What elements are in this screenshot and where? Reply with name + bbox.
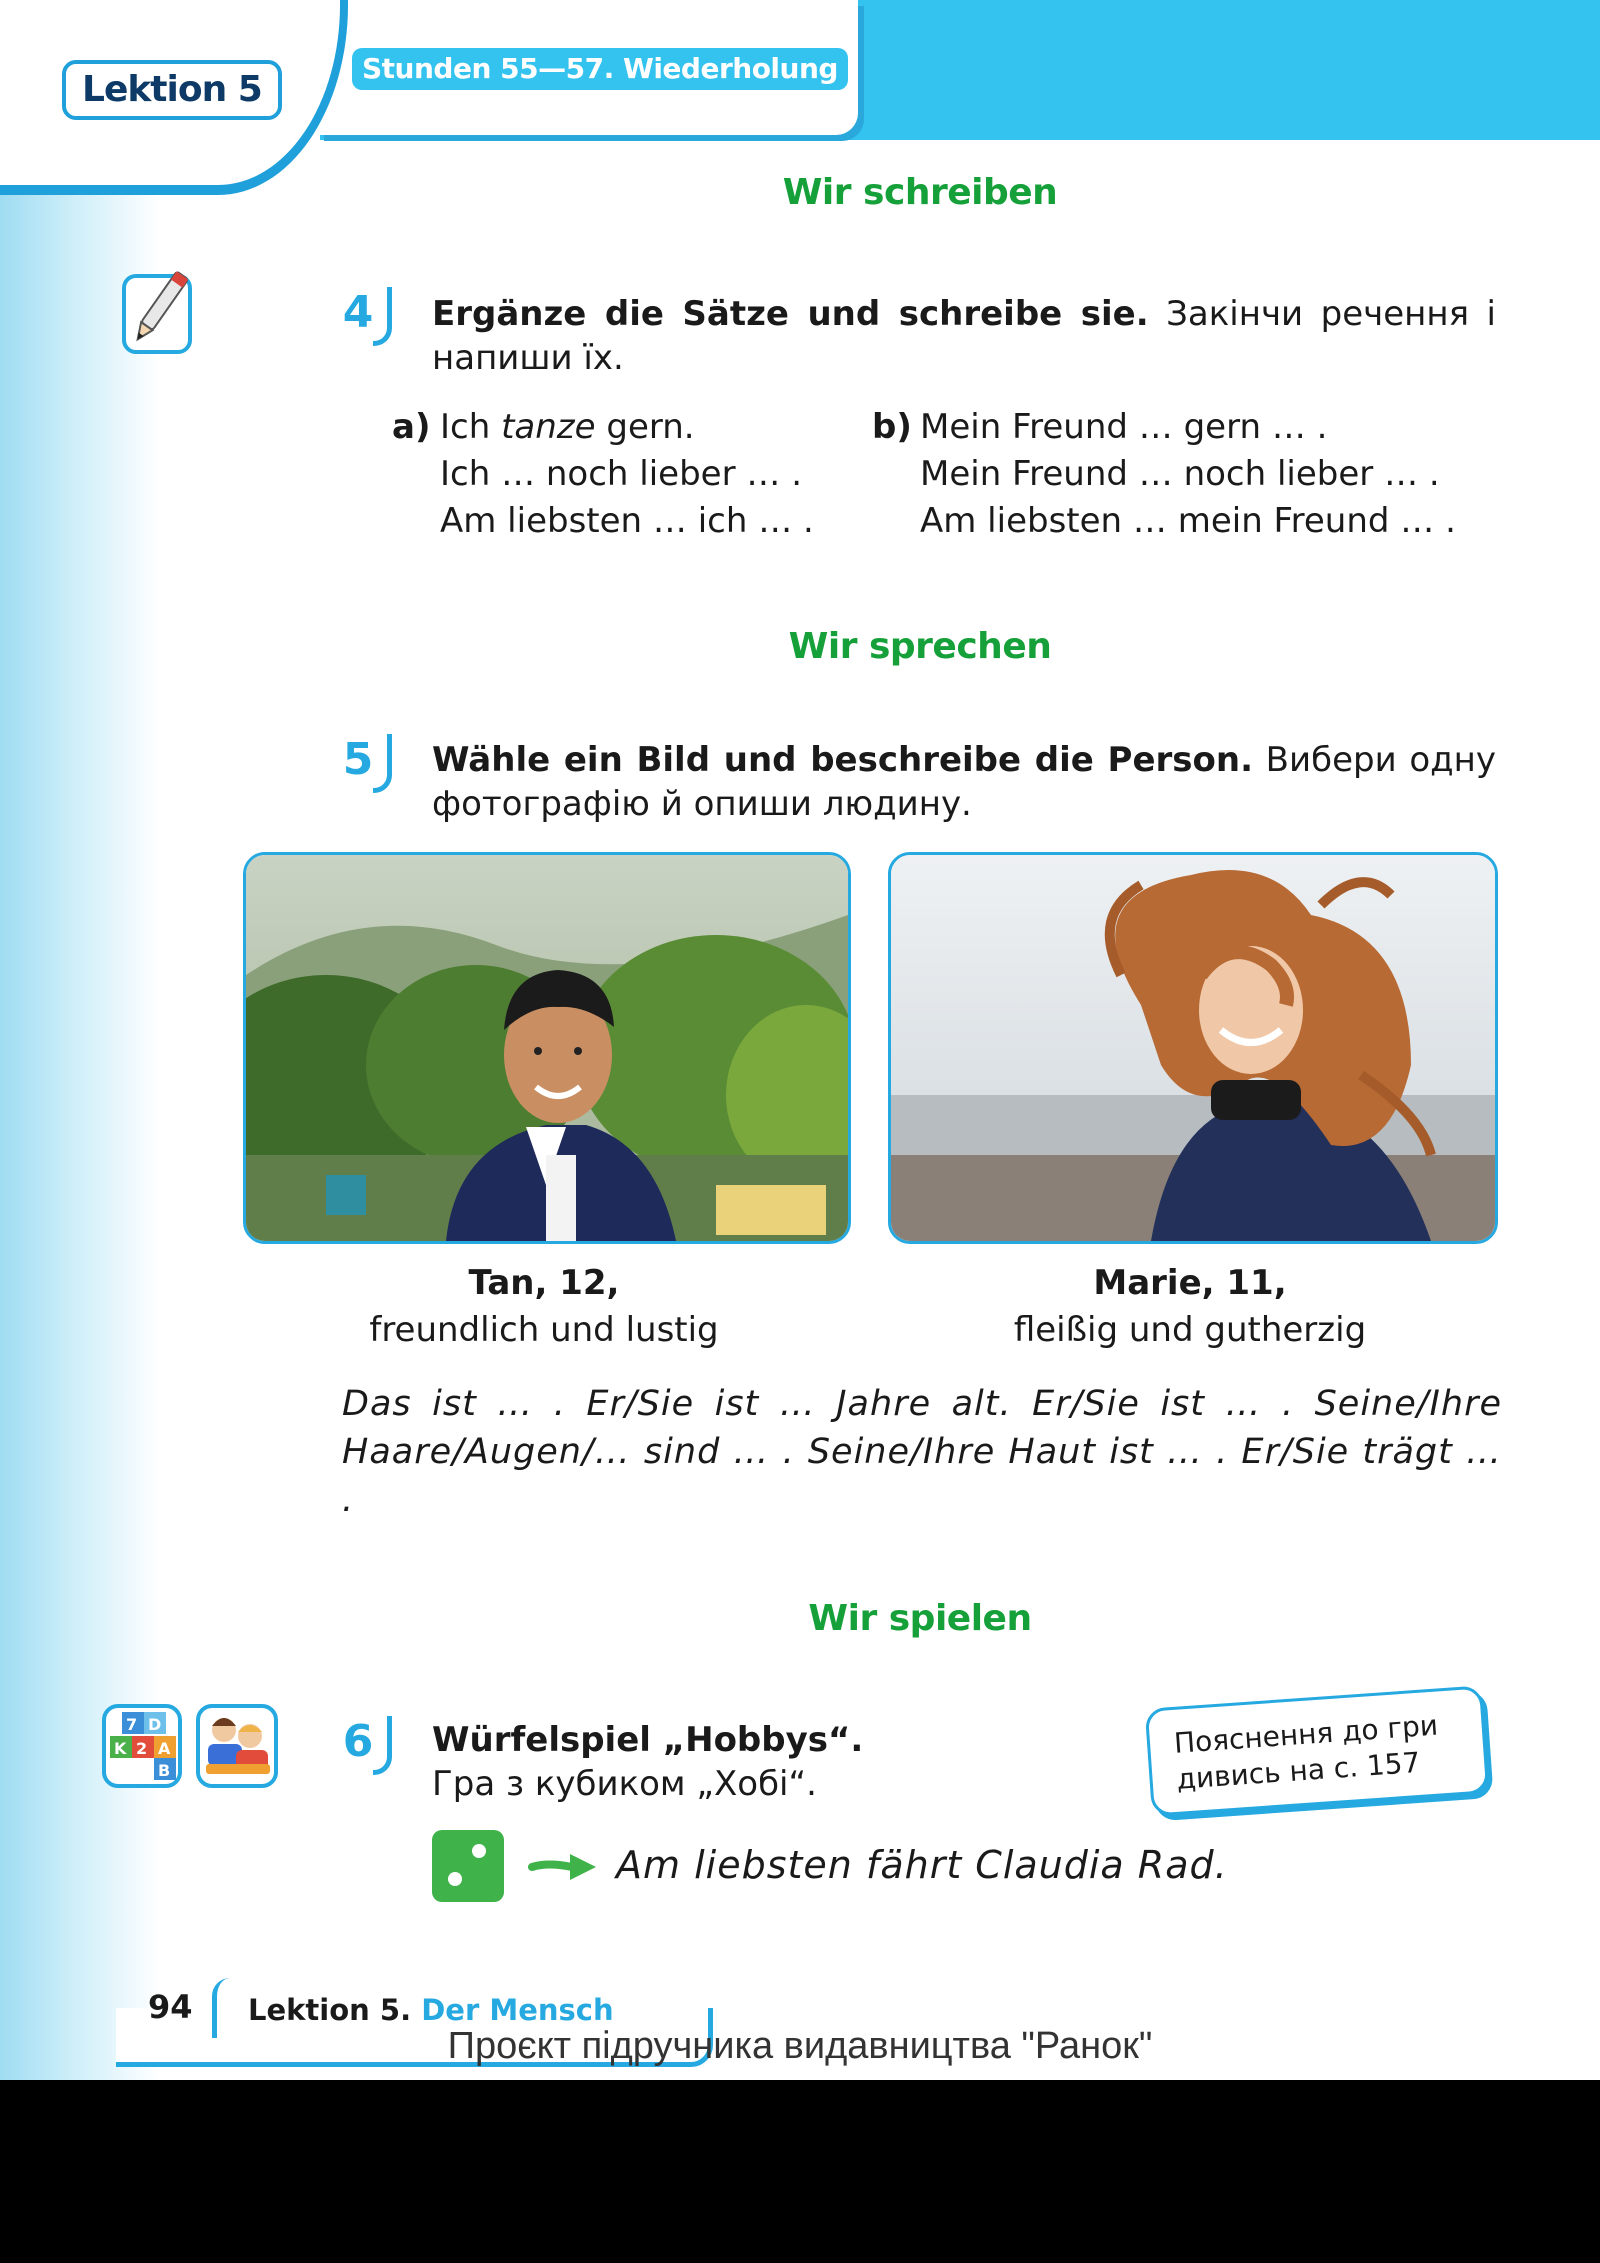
caption-marie xyxy=(888,1260,1492,1354)
die-icon xyxy=(432,1830,504,1902)
exercise-a-line-1: Ich tanze gern. xyxy=(440,407,695,447)
game-example: Am liebsten fährt Claudia Rad. xyxy=(616,1843,1228,1887)
photo-tan xyxy=(243,852,851,1244)
caption-marie-desc: fleißig und gutherzig xyxy=(1013,1310,1367,1350)
svg-text:K: K xyxy=(114,1739,127,1758)
caption-tan xyxy=(243,1260,845,1354)
task-6-instruction xyxy=(432,1718,1132,1806)
svg-text:D: D xyxy=(148,1715,162,1734)
task-4-instruction-ua: Закінчи речення і напиши їх. xyxy=(432,294,1496,378)
svg-text:B: B xyxy=(158,1761,171,1780)
task-5-instruction-ua: Вибери одну фотографію й опиши людину. xyxy=(432,740,1496,824)
rules-note xyxy=(1145,1685,1490,1816)
caption-tan-name: Tan, 12, xyxy=(468,1263,620,1303)
exercise-b-label: b) xyxy=(872,407,912,447)
girl-photo-image xyxy=(891,855,1495,1241)
die-dot xyxy=(448,1872,462,1886)
task-number-5: 5 xyxy=(330,730,386,790)
exercise-a-line-2: Ich … noch lieber … . xyxy=(440,454,802,494)
die-dot xyxy=(472,1844,486,1858)
lektion-badge: Lektion 5 xyxy=(62,60,282,120)
section-title-sprechen: Wir sprechen xyxy=(788,626,1052,667)
exercise-b-line-2: Mein Freund … noch lieber … . xyxy=(920,454,1440,494)
task-number-6: 6 xyxy=(330,1712,386,1772)
page-number: 94 xyxy=(148,1988,193,2026)
exercise-b-line-1: Mein Freund … gern … . xyxy=(920,407,1328,447)
exercise-b-line-3: Am liebsten … mein Freund … . xyxy=(920,501,1456,541)
task-number-4: 4 xyxy=(330,283,386,343)
arrow-right-icon xyxy=(528,1852,598,1882)
publisher-note: Проєкт підручника видавництва "Ранок" xyxy=(447,2025,1153,2067)
svg-text:2: 2 xyxy=(136,1739,148,1758)
task-5-instruction xyxy=(432,738,1496,826)
rules-note-text: Пояснення до гри дивись на с. 157 xyxy=(1172,1708,1440,1796)
footer-lektion xyxy=(248,1993,614,2027)
task-5-instruction-de: Wähle ein Bild und beschreibe die Person. xyxy=(432,740,1253,780)
photo-marie xyxy=(888,852,1498,1244)
exercise-a-label: a) xyxy=(392,407,431,447)
letter-blocks-icon xyxy=(100,1700,188,1792)
boy-photo-image xyxy=(246,855,848,1241)
stunden-title: Stunden 55—57. Wiederholung xyxy=(352,48,848,90)
description-template: Das ist … . Er/Sie ist … Jahre alt. Er/Sie ist … . Seine/Ihre Haare/Augen/… sind … . Seine/Ihre Haut ist … . Er/Sie trägt … . xyxy=(342,1384,1502,1520)
task-4-instruction xyxy=(432,292,1496,380)
task-4-instruction-de: Ergänze die Sätze und schreibe sie. xyxy=(432,294,1149,334)
svg-text:A: A xyxy=(158,1739,171,1758)
caption-tan-desc: freundlich und lustig xyxy=(369,1310,719,1350)
section-title-spielen: Wir spielen xyxy=(808,1598,1032,1639)
children-icon xyxy=(194,1700,284,1792)
caption-marie-name: Marie, 11, xyxy=(1093,1263,1287,1303)
footer-lektion-sub: Der Mensch xyxy=(421,1993,614,2027)
task-6-instruction-de: Würfelspiel „Hobbys“. xyxy=(432,1720,864,1760)
svg-text:7: 7 xyxy=(126,1715,138,1734)
section-title-schreiben: Wir schreiben xyxy=(782,172,1058,213)
footer-lektion-label: Lektion 5. xyxy=(248,1993,412,2027)
task-6-instruction-ua: Гра з кубиком „Хобі“. xyxy=(432,1764,817,1804)
pencil-icon xyxy=(118,262,204,362)
exercise-a-line-3: Am liebsten … ich … . xyxy=(440,501,814,541)
